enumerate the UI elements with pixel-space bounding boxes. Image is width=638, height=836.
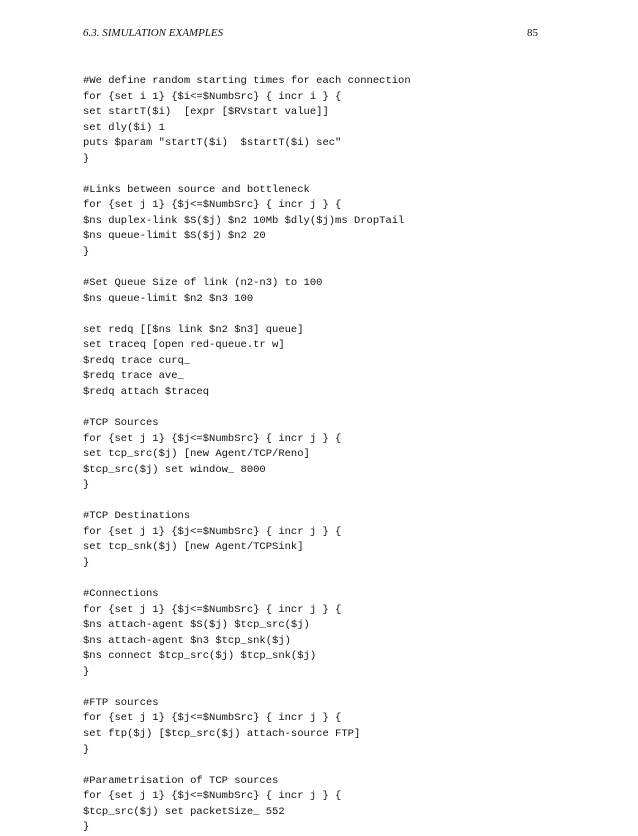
page-number: 85 [527,27,538,39]
code-line: $tcp_src($j) set window_ 8000 [83,463,266,476]
code-line: set tcp_snk($j) [new Agent/TCPSink] [83,541,304,554]
code-line [83,680,553,696]
code-line: $ns attach-agent $S($j) $tcp_src($j) [83,619,310,632]
code-line [83,758,553,774]
code-line: for {set j 1} {$j<=$NumbSrc} { incr j } { [83,603,342,616]
code-line: #TCP Sources [83,417,159,430]
code-line: set ftp($j) [$tcp_src($j) attach-source FTP] [83,727,361,740]
code-line: #FTP sources [83,696,159,709]
code-line: } [83,152,90,165]
code-line: #Connections [83,588,159,601]
code-listing [83,74,553,836]
code-line: $ns duplex-link $S($j) $n2 10Mb $dly($j)ms DropTail [83,214,405,227]
code-line: for {set j 1} {$j<=$NumbSrc} { incr j } { [83,432,342,445]
code-line: puts $param "startT($i) $startT($i) sec" [83,137,342,150]
code-line [83,261,553,277]
code-line: #TCP Destinations [83,510,191,523]
code-line: $ns attach-agent $n3 $tcp_snk($j) [83,634,291,647]
code-line: } [83,556,90,569]
code-line: for {set j 1} {$j<=$NumbSrc} { incr j } { [83,199,342,212]
code-line: } [83,743,90,756]
code-line [83,307,553,323]
code-line: for {set j 1} {$j<=$NumbSrc} { incr j } { [83,790,342,803]
code-line: for {set j 1} {$j<=$NumbSrc} { incr j } { [83,712,342,725]
code-line: #We define random starting times for each connection [83,75,411,87]
code-line: $ns queue-limit $S($j) $n2 20 [83,230,266,243]
code-line: $tcp_src($j) set packetSize_ 552 [83,805,285,818]
code-line: $ns queue-limit $n2 $n3 100 [83,292,254,305]
code-line: set startT($i) [expr [$RVstart value]] [83,106,329,119]
code-line: for {set j 1} {$j<=$NumbSrc} { incr j } { [83,525,342,538]
page-header [83,27,538,43]
code-line: #Set Queue Size of link (n2-n3) to 100 [83,277,323,290]
code-line: #Links between source and bottleneck [83,183,310,196]
code-line [83,400,553,416]
code-line: set dly($i) 1 [83,121,165,134]
code-line: set redq [[$ns link $n2 $n3] queue] [83,323,304,336]
code-line: $redq trace curq_ [83,354,191,367]
code-line: } [83,665,90,678]
code-line [83,167,553,183]
code-line: set tcp_src($j) [new Agent/TCP/Reno] [83,448,310,461]
code-line [83,494,553,510]
code-line: } [83,821,90,834]
code-line: set traceq [open red-queue.tr w] [83,339,285,352]
code-line: $ns connect $tcp_src($j) $tcp_snk($j) [83,650,317,663]
code-line: $redq trace ave_ [83,370,184,383]
code-line: #Parametrisation of TCP sources [83,774,279,787]
code-line: $redq attach $traceq [83,385,210,398]
running-header-section-title: 6.3. SIMULATION EXAMPLES [83,27,224,39]
code-line: } [83,479,90,492]
code-line [83,572,553,588]
code-line: for {set i 1} {$i<=$NumbSrc} { incr i } { [83,90,342,103]
code-line: } [83,246,90,259]
